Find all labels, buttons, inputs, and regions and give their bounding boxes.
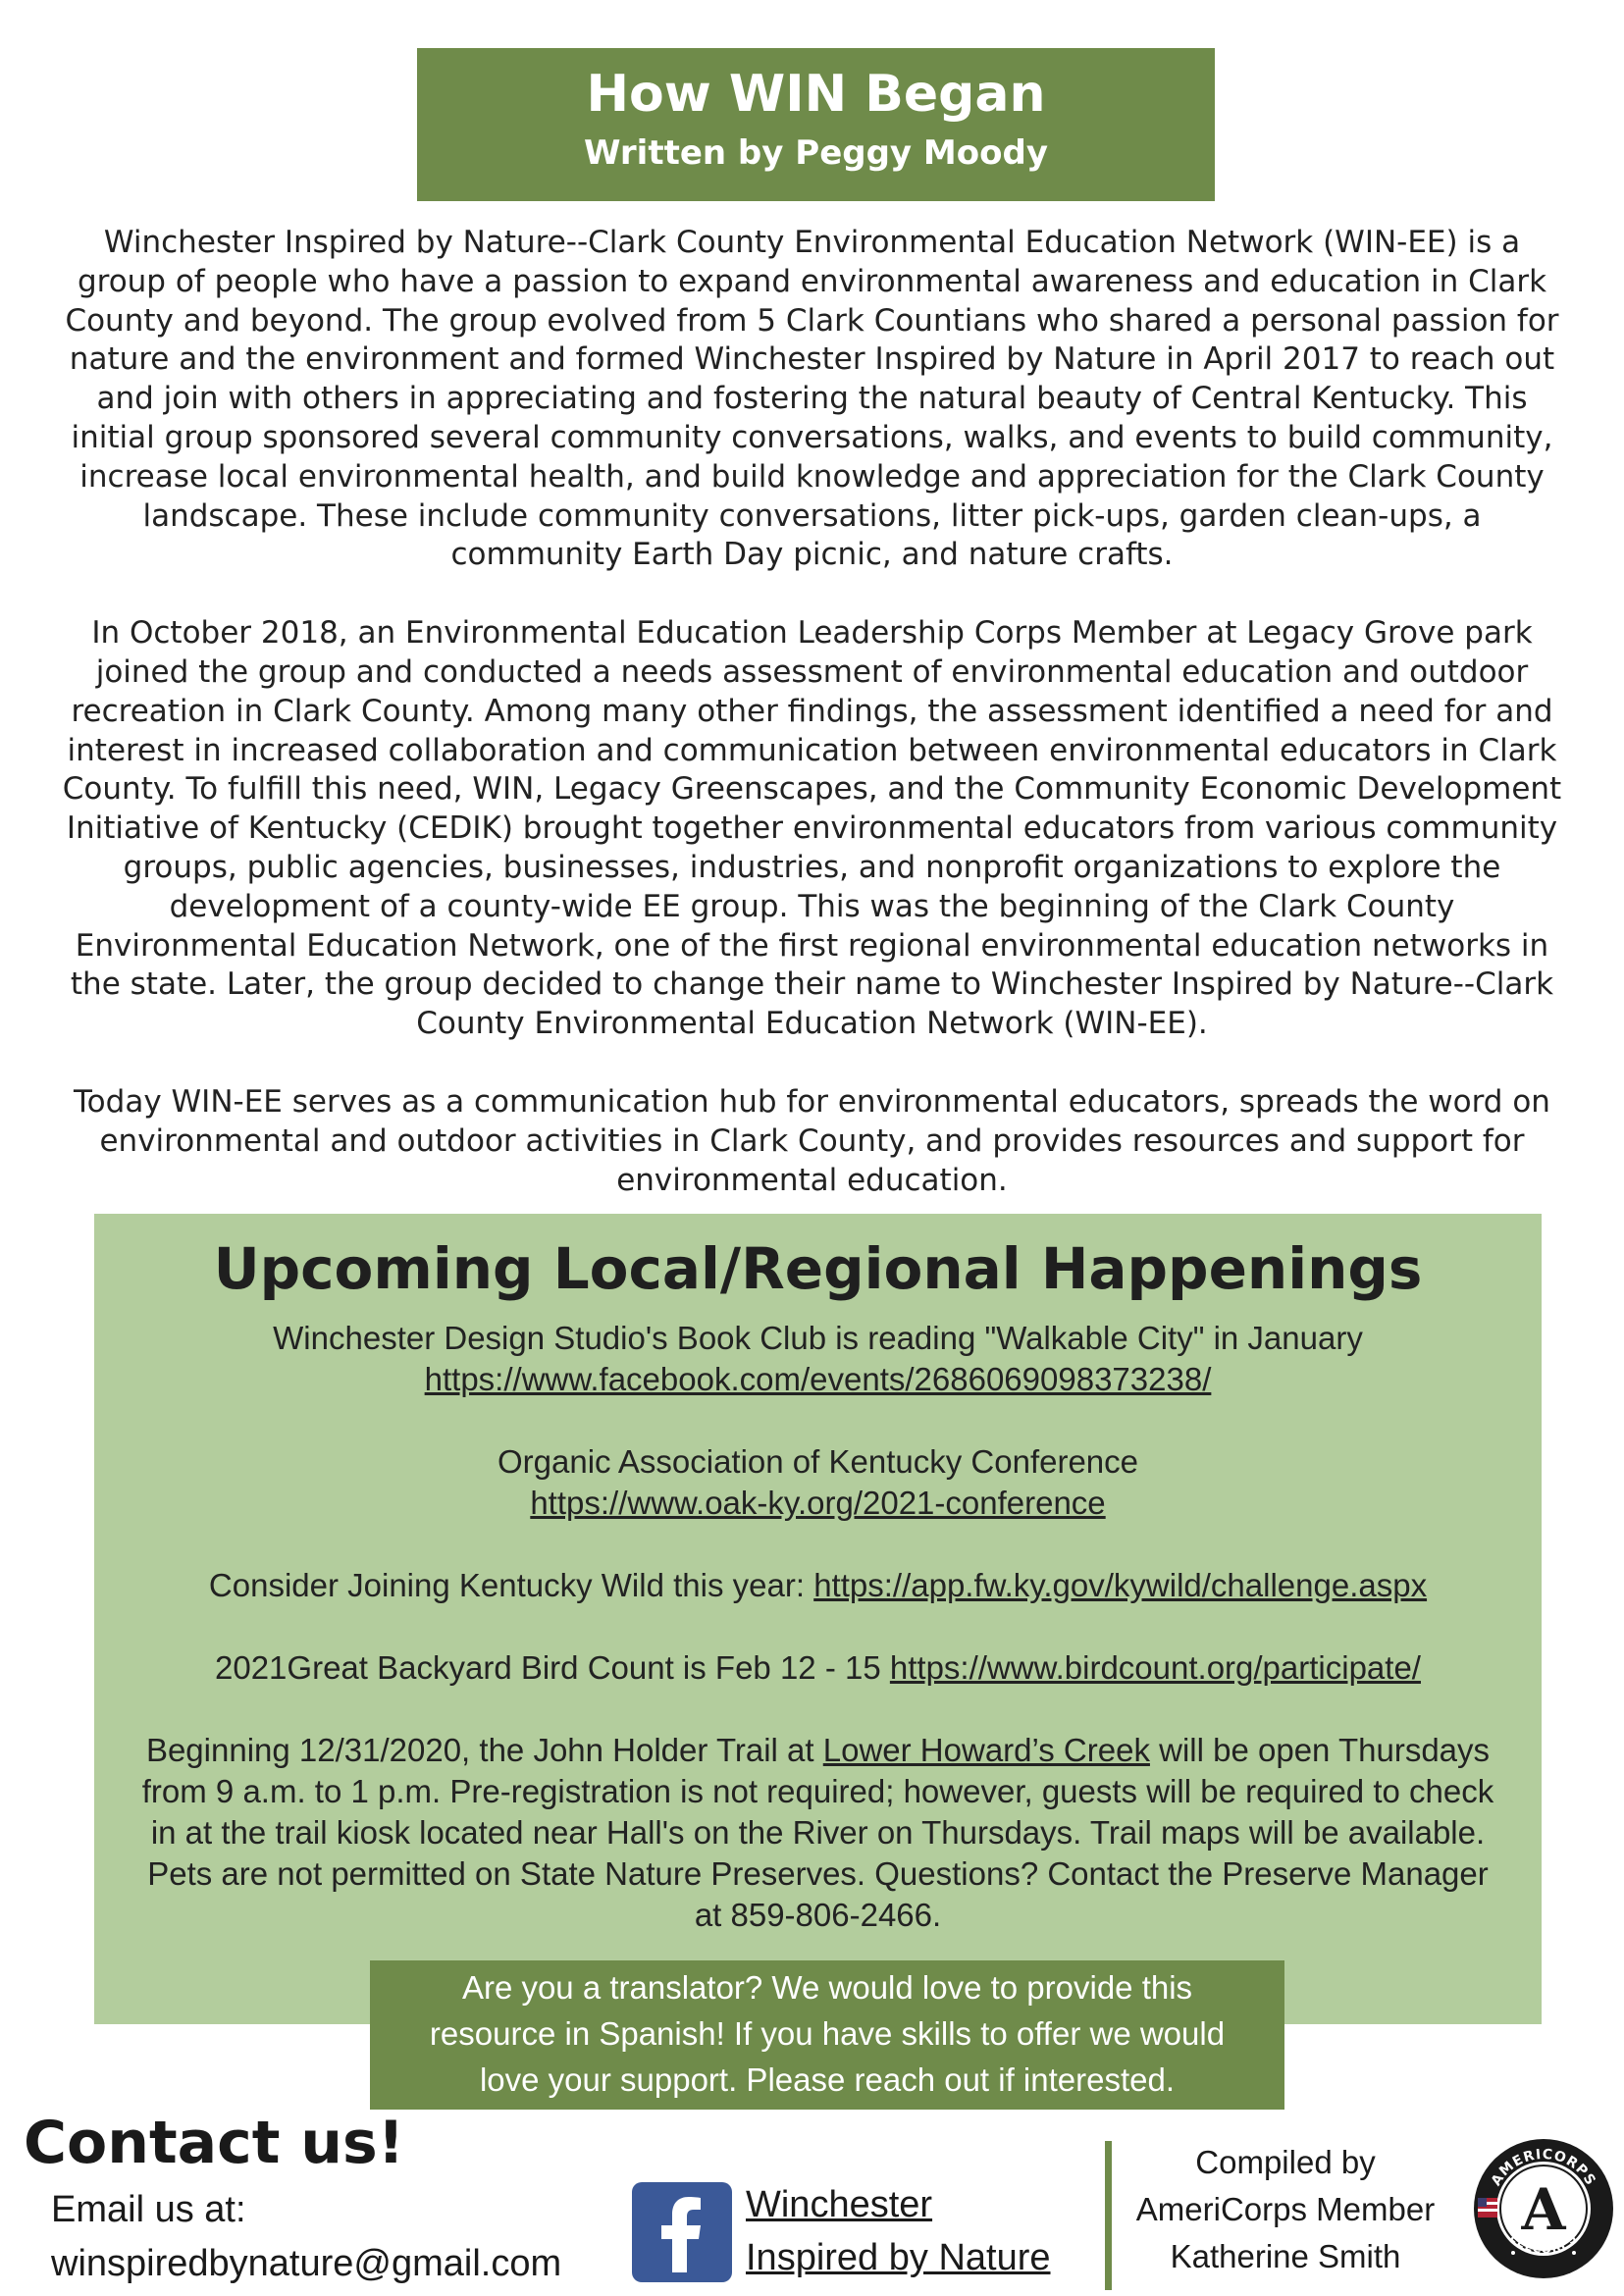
logo-bottom-text: EELCORPS xyxy=(1507,2230,1580,2257)
happenings-heading: Upcoming Local/Regional Happenings xyxy=(213,1235,1423,1302)
vertical-divider xyxy=(1105,2141,1112,2290)
compiled-line1: Compiled by xyxy=(1195,2144,1376,2180)
email-address[interactable]: winspiredbynature@gmail.com xyxy=(51,2243,562,2284)
trail-text-end: will be open Thursdays from 9 a.m. to 1 p.m. Pre-registration is not required; however, guests will be required to check in at the trail kiosk located near Hall's on the River on Thursdays. Trail maps will be available. Pets are not permitted on State Nature Preserves. Questions? Contact the Preserve Manager at 859-806-2466. xyxy=(141,1732,1494,1933)
translator-callout xyxy=(370,1960,1284,2110)
article-paragraph: Today WIN-EE serves as a communication hub for environmental educators, spreads the word on environmental and outdoor activities in Clark County, and provides resources and support for environmental education. xyxy=(74,1083,1550,1198)
title-banner xyxy=(417,48,1215,201)
compiled-line2: AmeriCorps Member xyxy=(1135,2191,1436,2227)
oak-conference-link[interactable]: https://www.oak-ky.org/2021-conference xyxy=(530,1485,1106,1521)
bird-count-text: 2021Great Backyard Bird Count is Feb 12 - 15 xyxy=(215,1649,890,1686)
book-club-text: Winchester Design Studio's Book Club is reading "Walkable City" in January xyxy=(273,1320,1363,1356)
trail-text-start: Beginning 12/31/2020, the John Holder Trail at xyxy=(145,1732,823,1768)
article-paragraph: In October 2018, an Environmental Education Leadership Corps Member at Legacy Grove park joined the group and conducted a needs assessment of environmental education and outdoor recreation in Clark County. Among many other findings, the assessment identified a need for and interest in increased collaboration and communication between environmental educators in Clark County. To fulfill this need, WIN, Legacy Greenscapes, and the Community Economic Development Initiative of Kentucky (CEDIK) brought together environmental educators from various community groups, public agencies, businesses, industries, and nonprofit organizations to explore the development of a county-wide EE group. This was the beginning of the Clark County Environmental Education Network, one of the first regional environmental education networks in the state. Later, the group decided to change their name to Winchester Inspired by Nature--Clark County Environmental Education Network (WIN-EE). xyxy=(62,615,1562,1042)
trail-item xyxy=(141,1730,1495,1936)
lower-howards-creek-link[interactable]: Lower Howard’s Creek xyxy=(822,1732,1150,1768)
article-body xyxy=(59,224,1565,1239)
translator-text: Are you a translator? We would love to provide this resource in Spanish! If you have skills to offer we would love your support. Please reach out if interested. xyxy=(429,1969,1226,2098)
oak-conference-item xyxy=(131,1441,1505,1524)
facebook-link-line2[interactable]: Inspired by Nature xyxy=(746,2237,1051,2278)
kentucky-wild-text: Consider Joining Kentucky Wild this year: xyxy=(208,1567,814,1603)
compiled-by-block xyxy=(1119,2139,1452,2280)
logo-letter: A xyxy=(1521,2176,1566,2243)
kentucky-wild-link[interactable]: https://app.fw.ky.gov/kywild/challenge.aspx xyxy=(813,1567,1428,1603)
bird-count-item xyxy=(131,1647,1505,1689)
facebook-page-link[interactable] xyxy=(746,2178,1051,2284)
book-club-link[interactable]: https://www.facebook.com/events/2686069098373238/ xyxy=(424,1361,1212,1397)
contact-heading: Contact us! xyxy=(24,2109,405,2177)
bird-count-link[interactable]: https://www.birdcount.org/participate/ xyxy=(889,1649,1421,1686)
happenings-panel xyxy=(94,1214,1542,2024)
book-club-item xyxy=(131,1318,1505,1400)
kentucky-wild-item xyxy=(131,1565,1505,1606)
oak-conference-text: Organic Association of Kentucky Conference xyxy=(497,1443,1139,1480)
compiled-line3: Katherine Smith xyxy=(1170,2238,1401,2274)
article-paragraph: Winchester Inspired by Nature--Clark County Environmental Education Network (WIN-EE) is a group of people who have a passion to expand environmental awareness and education in Clark County and beyond. The group evolved from 5 Clark Countians who shared a personal passion for nature and the environment and formed Winchester Inspired by Nature in April 2017 to reach out and join with others in appreciating and fostering the natural beauty of Central Kentucky. This initial group sponsored several community conversations, walks, and events to build community, increase local environmental health, and build knowledge and appreciation for the Clark County landscape. These include community conversations, litter pick-ups, garden clean-ups, a community Earth Day picnic, and nature crafts. xyxy=(65,225,1559,573)
facebook-icon[interactable] xyxy=(632,2182,732,2282)
americorps-logo xyxy=(1472,2137,1615,2280)
page-title: How WIN Began xyxy=(586,65,1046,124)
email-label: Email us at: xyxy=(51,2189,246,2230)
logo-top-text: AMERICORPS xyxy=(1488,2146,1599,2189)
facebook-link-line1[interactable]: Winchester xyxy=(746,2184,933,2225)
page-subtitle: Written by Peggy Moody xyxy=(584,133,1048,173)
